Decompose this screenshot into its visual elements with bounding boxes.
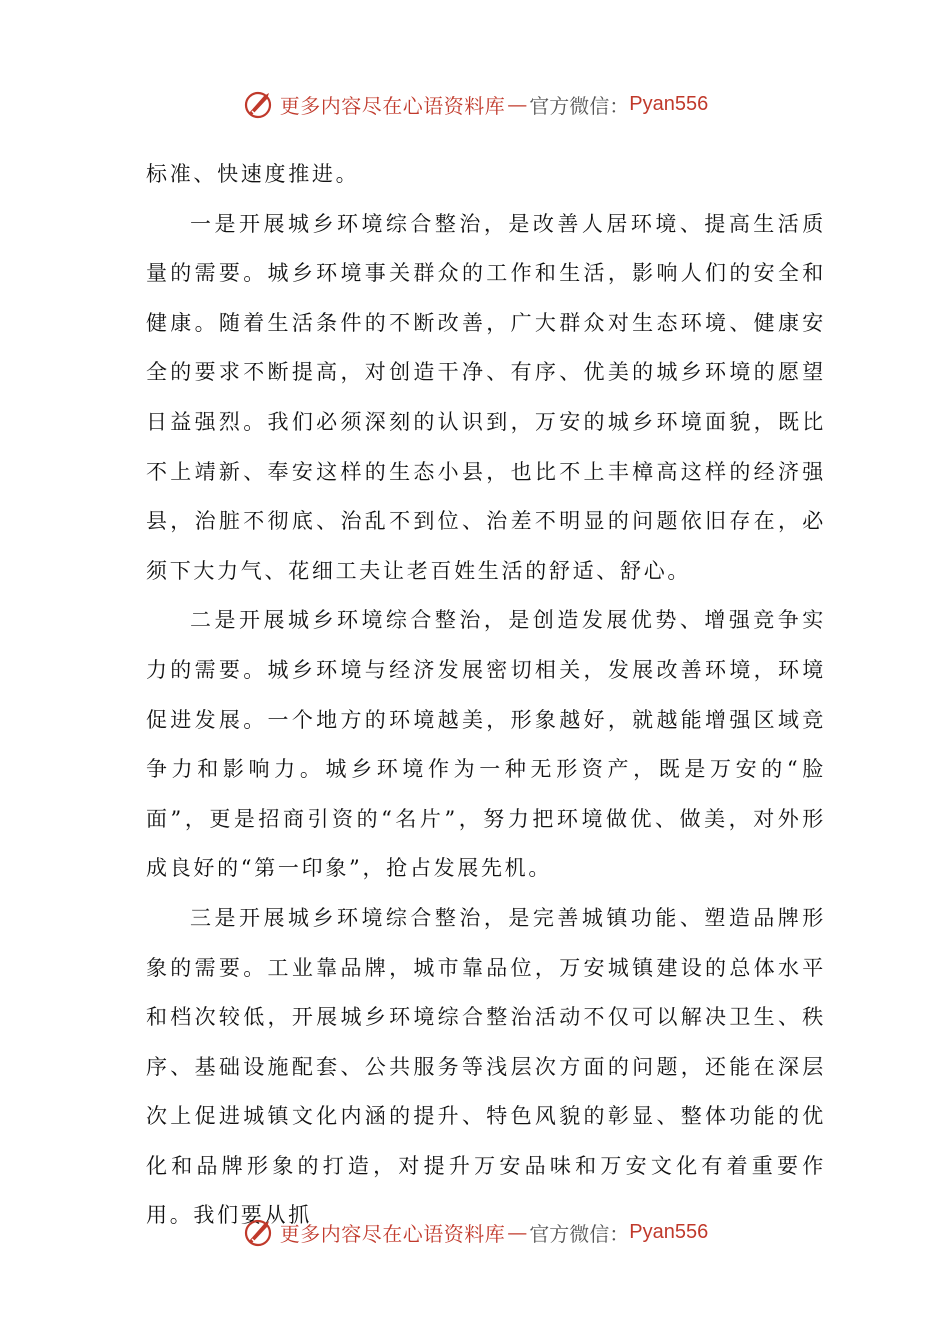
banner-separator: — <box>507 92 528 116</box>
paragraph-continuation: 标准、快速度推进。 <box>146 162 360 186</box>
pen-nib-logo-icon <box>242 1215 276 1249</box>
banner-separator: — <box>507 1220 528 1244</box>
wechat-label: 官方微信： <box>529 93 630 118</box>
document-body <box>146 150 826 1241</box>
wechat-id: Pyan556 <box>629 92 709 115</box>
paragraph-third-point: 三是开展城乡环境综合整治，是完善城镇功能、塑造品牌形象的需要。工业靠品牌，城市靠品位，万安城镇建设的总体水平和档次较低，开展城乡环境综合整治活动不仅可以解决卫生、秩序、基础设施配套、公共服务等浅层次方面的问题，还能在深层次上促进城镇文化内涵的提升、特色风貌的彰显、整体功能的优化和品牌形象的打造，对提升万安品味和万安文化有着重要作用。我们要从抓 <box>146 905 826 1228</box>
pen-nib-logo-icon <box>242 87 276 121</box>
wechat-label: 官方微信： <box>529 1221 630 1246</box>
footer-banner <box>0 1212 950 1252</box>
banner-text: 更多内容尽在心语资料库 <box>279 1221 506 1246</box>
header-banner <box>0 84 950 124</box>
banner-text: 更多内容尽在心语资料库 <box>279 93 506 118</box>
paragraph-second-point: 二是开展城乡环境综合整治，是创造发展优势、增强竞争实力的需要。城乡环境与经济发展密切相关，发展改善环境，环境促进发展。一个地方的环境越美，形象越好，就越能增强区域竞争力和影响力。城乡环境作为一种无形资产，既是万安的“脸面”，更是招商引资的“名片”，努力把环境做优、做美，对外形成良好的“第一印象”，抢占发展先机。 <box>146 608 826 881</box>
wechat-id: Pyan556 <box>629 1220 709 1243</box>
paragraph-first-point: 一是开展城乡环境综合整治，是改善人居环境、提高生活质量的需要。城乡环境事关群众的工作和生活，影响人们的安全和健康。随着生活条件的不断改善，广大群众对生态环境、健康安全的要求不断提高，对创造干净、有序、优美的城乡环境的愿望日益强烈。我们必须深刻的认识到，万安的城乡环境面貌，既比不上靖新、奉安这样的生态小县，也比不上丰樟高这样的经济强县，治脏不彻底、治乱不到位、治差不明显的问题依旧存在，必须下大力气、花细工夫让老百姓生活的舒适、舒心。 <box>146 211 826 583</box>
